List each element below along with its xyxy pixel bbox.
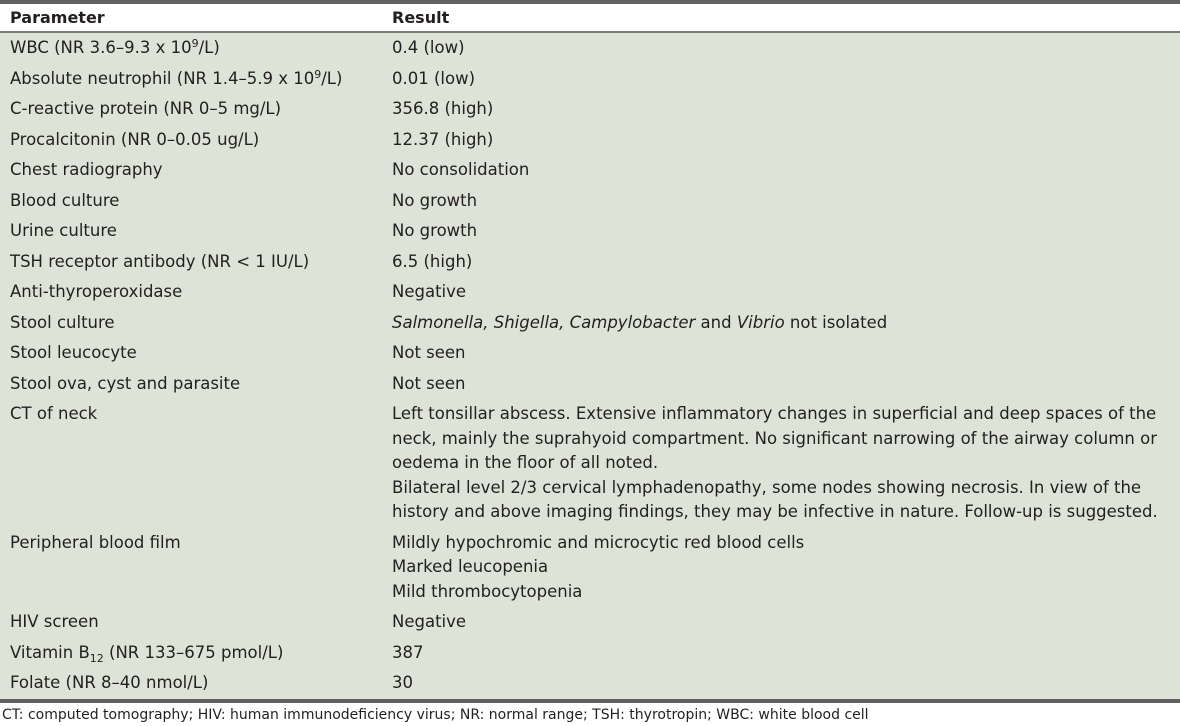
param-cell: Stool leucocyte xyxy=(10,343,137,362)
param-cell xyxy=(0,64,392,95)
param-tail: (NR 133–675 pmol/L) xyxy=(103,642,284,662)
result-cell: 356.8 (high) xyxy=(392,99,494,118)
param-cell: Stool culture xyxy=(10,312,115,332)
result-cell: 0.4 (low) xyxy=(392,38,465,57)
param-text: Absolute neutrophil (NR 1.4–5.9 x 10 xyxy=(10,68,315,88)
result-line: Left tonsillar abscess. Extensive inflammatory changes in superficial and deep spaces of the xyxy=(392,404,1157,423)
param-cell: TSH receptor antibody (NR < 1 IU/L) xyxy=(10,251,310,271)
result-cell: 30 xyxy=(392,673,413,692)
result-cell xyxy=(392,308,1180,339)
result-text: and xyxy=(695,312,737,332)
table-row xyxy=(0,125,1180,156)
organism-name: Vibrio xyxy=(736,312,785,332)
table-row xyxy=(0,338,1180,369)
result-text: not isolated xyxy=(784,312,888,332)
result-cell: 387 xyxy=(392,642,424,662)
result-line: oedema in the floor of all noted. xyxy=(392,453,659,472)
result-line: history and above imaging findings, they may be infective in nature. Follow-up is suggested. xyxy=(392,502,1158,521)
table-row xyxy=(0,399,1180,528)
param-cell: Stool ova, cyst and parasite xyxy=(10,373,241,393)
param-cell: HIV screen xyxy=(10,612,99,631)
param-sub: 12 xyxy=(89,651,104,665)
param-cell: Chest radiography xyxy=(10,160,163,179)
table-row xyxy=(0,94,1180,125)
table-row xyxy=(0,216,1180,247)
result-cell: No growth xyxy=(392,221,478,240)
param-text: WBC (NR 3.6–9.3 x 10 xyxy=(10,38,192,57)
result-cell: No consolidation xyxy=(392,160,530,179)
param-text: Vitamin B xyxy=(10,642,90,662)
header-parameter: Parameter xyxy=(10,8,105,27)
param-sup: 9 xyxy=(314,67,322,81)
result-cell: 6.5 (high) xyxy=(392,251,473,271)
result-line: Mildly hypochromic and microcytic red blood cells xyxy=(392,532,805,552)
result-cell: Not seen xyxy=(392,373,466,393)
table-row xyxy=(0,668,1180,699)
result-cell xyxy=(392,399,1180,528)
table-footnote: CT: computed tomography; HIV: human immunodeficiency virus; NR: normal range; TSH: thyrotropin; WBC: white blood cell xyxy=(2,706,869,723)
param-cell: Folate (NR 8–40 nmol/L) xyxy=(10,673,209,692)
table-row xyxy=(0,277,1180,308)
result-cell: No growth xyxy=(392,190,478,210)
param-cell: Peripheral blood film xyxy=(10,532,181,552)
param-cell: C-reactive protein (NR 0–5 mg/L) xyxy=(10,99,282,118)
table-row xyxy=(0,155,1180,186)
result-line: Marked leucopenia xyxy=(392,557,549,576)
table-row xyxy=(0,638,1180,669)
param-tail: /L) xyxy=(198,38,220,57)
table-row xyxy=(0,247,1180,278)
param-cell: CT of neck xyxy=(10,404,98,423)
param-cell xyxy=(0,33,392,64)
table-row xyxy=(0,186,1180,217)
organism-list: Salmonella, Shigella, Campylobacter xyxy=(392,312,696,332)
table-row xyxy=(0,528,1180,608)
result-cell: Not seen xyxy=(392,343,466,362)
result-cell: Negative xyxy=(392,612,467,631)
result-line: neck, mainly the suprahyoid compartment. No significant narrowing of the airway column or xyxy=(392,428,1158,448)
param-cell: Procalcitonin (NR 0–0.05 ug/L) xyxy=(10,129,260,149)
result-cell: 12.37 (high) xyxy=(392,129,494,149)
param-sup: 9 xyxy=(191,37,199,50)
result-cell xyxy=(392,528,1180,608)
param-cell: Anti-thyroperoxidase xyxy=(10,282,183,301)
result-line: Mild thrombocytopenia xyxy=(392,581,583,601)
table-row xyxy=(0,64,1180,95)
param-cell: Urine culture xyxy=(10,221,117,240)
table-row xyxy=(0,369,1180,400)
table-header xyxy=(0,4,1180,33)
param-cell xyxy=(0,638,392,669)
table-row xyxy=(0,607,1180,638)
table-row xyxy=(0,308,1180,339)
header-result: Result xyxy=(392,8,450,27)
param-tail: /L) xyxy=(321,68,343,88)
result-cell: Negative xyxy=(392,282,467,301)
result-cell: 0.01 (low) xyxy=(392,68,476,88)
param-cell: Blood culture xyxy=(10,190,120,210)
result-line: Bilateral level 2/3 cervical lymphadenopathy, some nodes showing necrosis. In view of the xyxy=(392,477,1142,497)
table-row xyxy=(0,33,1180,64)
